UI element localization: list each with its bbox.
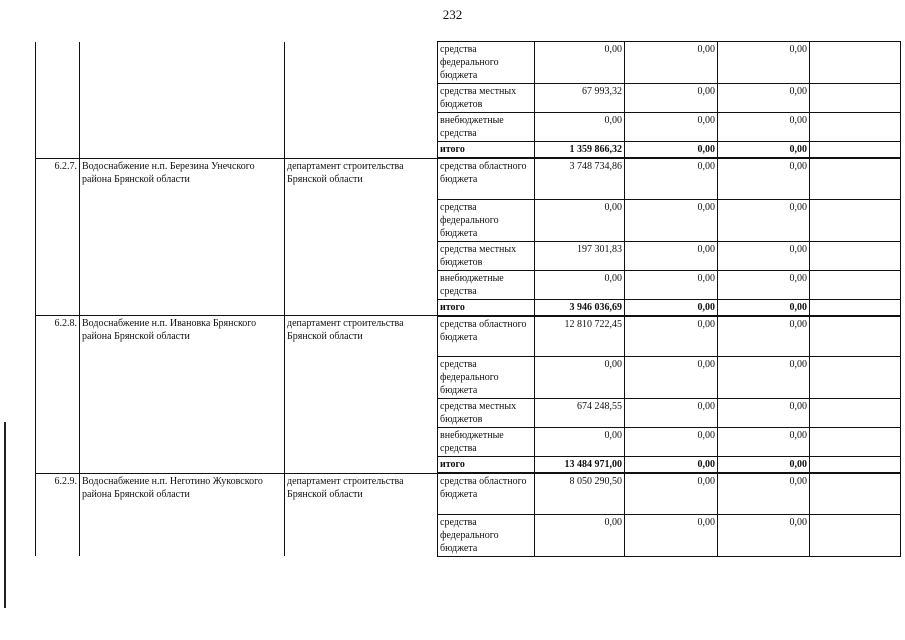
amount-cell-1: 8 050 290,50 — [535, 473, 625, 514]
amount-cell-2: 0,00 — [625, 241, 718, 270]
empty-cell — [810, 142, 901, 159]
row-number-cell: 6.2.7. — [36, 158, 80, 316]
amount-cell-3: 0,00 — [718, 84, 810, 113]
row-number-cell — [36, 42, 80, 159]
executor-cell: департамент строительства Брянской области — [285, 316, 438, 474]
executor-cell — [285, 42, 438, 159]
funding-source-cell: средства местных бюджетов — [438, 84, 535, 113]
empty-cell — [810, 42, 901, 84]
funding-source-cell: средства областного бюджета — [438, 316, 535, 357]
empty-cell — [810, 270, 901, 299]
empty-cell — [810, 514, 901, 556]
amount-cell-1: 12 810 722,45 — [535, 316, 625, 357]
empty-cell — [810, 199, 901, 241]
funding-source-cell: итого — [438, 142, 535, 159]
empty-cell — [810, 241, 901, 270]
executor-cell: департамент строительства Брянской области — [285, 158, 438, 316]
amount-cell-3: 0,00 — [718, 316, 810, 357]
table-row — [36, 316, 901, 357]
empty-cell — [810, 158, 901, 199]
project-name-cell — [80, 42, 285, 159]
amount-cell-3: 0,00 — [718, 399, 810, 428]
amount-cell-2: 0,00 — [625, 457, 718, 474]
funding-source-cell: средства местных бюджетов — [438, 241, 535, 270]
funding-source-cell: средства местных бюджетов — [438, 399, 535, 428]
amount-cell-3: 0,00 — [718, 113, 810, 142]
amount-cell-1: 3 946 036,69 — [535, 299, 625, 316]
funding-source-cell: итого — [438, 299, 535, 316]
funding-source-cell: средства областного бюджета — [438, 473, 535, 514]
amount-cell-1: 0,00 — [535, 357, 625, 399]
amount-cell-1: 1 359 866,32 — [535, 142, 625, 159]
amount-cell-1: 0,00 — [535, 113, 625, 142]
empty-cell — [810, 299, 901, 316]
project-name-cell: Водоснабжение н.п. Неготино Жуковского района Брянской области — [80, 473, 285, 556]
empty-cell — [810, 113, 901, 142]
amount-cell-2: 0,00 — [625, 158, 718, 199]
amount-cell-3: 0,00 — [718, 299, 810, 316]
amount-cell-3: 0,00 — [718, 428, 810, 457]
funding-source-cell: внебюджетные средства — [438, 428, 535, 457]
funding-source-cell: средства федерального бюджета — [438, 357, 535, 399]
empty-cell — [810, 357, 901, 399]
amount-cell-1: 3 748 734,86 — [535, 158, 625, 199]
amount-cell-1: 197 301,83 — [535, 241, 625, 270]
amount-cell-2: 0,00 — [625, 473, 718, 514]
empty-cell — [810, 428, 901, 457]
empty-cell — [810, 399, 901, 428]
scan-edge-line — [4, 422, 6, 608]
amount-cell-3: 0,00 — [718, 199, 810, 241]
amount-cell-3: 0,00 — [718, 473, 810, 514]
funding-source-cell: средства федерального бюджета — [438, 199, 535, 241]
amount-cell-2: 0,00 — [625, 84, 718, 113]
funding-source-cell: итого — [438, 457, 535, 474]
amount-cell-1: 0,00 — [535, 199, 625, 241]
table-row — [36, 473, 901, 514]
amount-cell-3: 0,00 — [718, 158, 810, 199]
budget-table-body — [36, 42, 901, 557]
row-number-cell: 6.2.8. — [36, 316, 80, 474]
amount-cell-3: 0,00 — [718, 514, 810, 556]
funding-source-cell: средства федерального бюджета — [438, 42, 535, 84]
amount-cell-3: 0,00 — [718, 270, 810, 299]
amount-cell-1: 13 484 971,00 — [535, 457, 625, 474]
empty-cell — [810, 473, 901, 514]
amount-cell-2: 0,00 — [625, 142, 718, 159]
amount-cell-2: 0,00 — [625, 113, 718, 142]
amount-cell-1: 0,00 — [535, 428, 625, 457]
amount-cell-1: 67 993,32 — [535, 84, 625, 113]
empty-cell — [810, 316, 901, 357]
amount-cell-2: 0,00 — [625, 270, 718, 299]
amount-cell-3: 0,00 — [718, 142, 810, 159]
amount-cell-1: 0,00 — [535, 514, 625, 556]
amount-cell-2: 0,00 — [625, 357, 718, 399]
funding-source-cell: внебюджетные средства — [438, 113, 535, 142]
budget-table — [35, 41, 901, 557]
project-name-cell: Водоснабжение н.п. Ивановка Брянского района Брянской области — [80, 316, 285, 474]
empty-cell — [810, 457, 901, 474]
amount-cell-2: 0,00 — [625, 428, 718, 457]
amount-cell-3: 0,00 — [718, 457, 810, 474]
amount-cell-2: 0,00 — [625, 42, 718, 84]
amount-cell-3: 0,00 — [718, 357, 810, 399]
amount-cell-1: 0,00 — [535, 270, 625, 299]
amount-cell-2: 0,00 — [625, 399, 718, 428]
table-row — [36, 158, 901, 199]
amount-cell-2: 0,00 — [625, 299, 718, 316]
amount-cell-2: 0,00 — [625, 514, 718, 556]
executor-cell: департамент строительства Брянской области — [285, 473, 438, 556]
amount-cell-3: 0,00 — [718, 42, 810, 84]
page-number: 232 — [442, 7, 463, 22]
amount-cell-3: 0,00 — [718, 241, 810, 270]
amount-cell-2: 0,00 — [625, 316, 718, 357]
amount-cell-2: 0,00 — [625, 199, 718, 241]
empty-cell — [810, 84, 901, 113]
table-row — [36, 42, 901, 84]
project-name-cell: Водоснабжение н.п. Березина Унечского района Брянской области — [80, 158, 285, 316]
funding-source-cell: внебюджетные средства — [438, 270, 535, 299]
row-number-cell: 6.2.9. — [36, 473, 80, 556]
funding-source-cell: средства областного бюджета — [438, 158, 535, 199]
amount-cell-1: 0,00 — [535, 42, 625, 84]
amount-cell-1: 674 248,55 — [535, 399, 625, 428]
funding-source-cell: средства федерального бюджета — [438, 514, 535, 556]
